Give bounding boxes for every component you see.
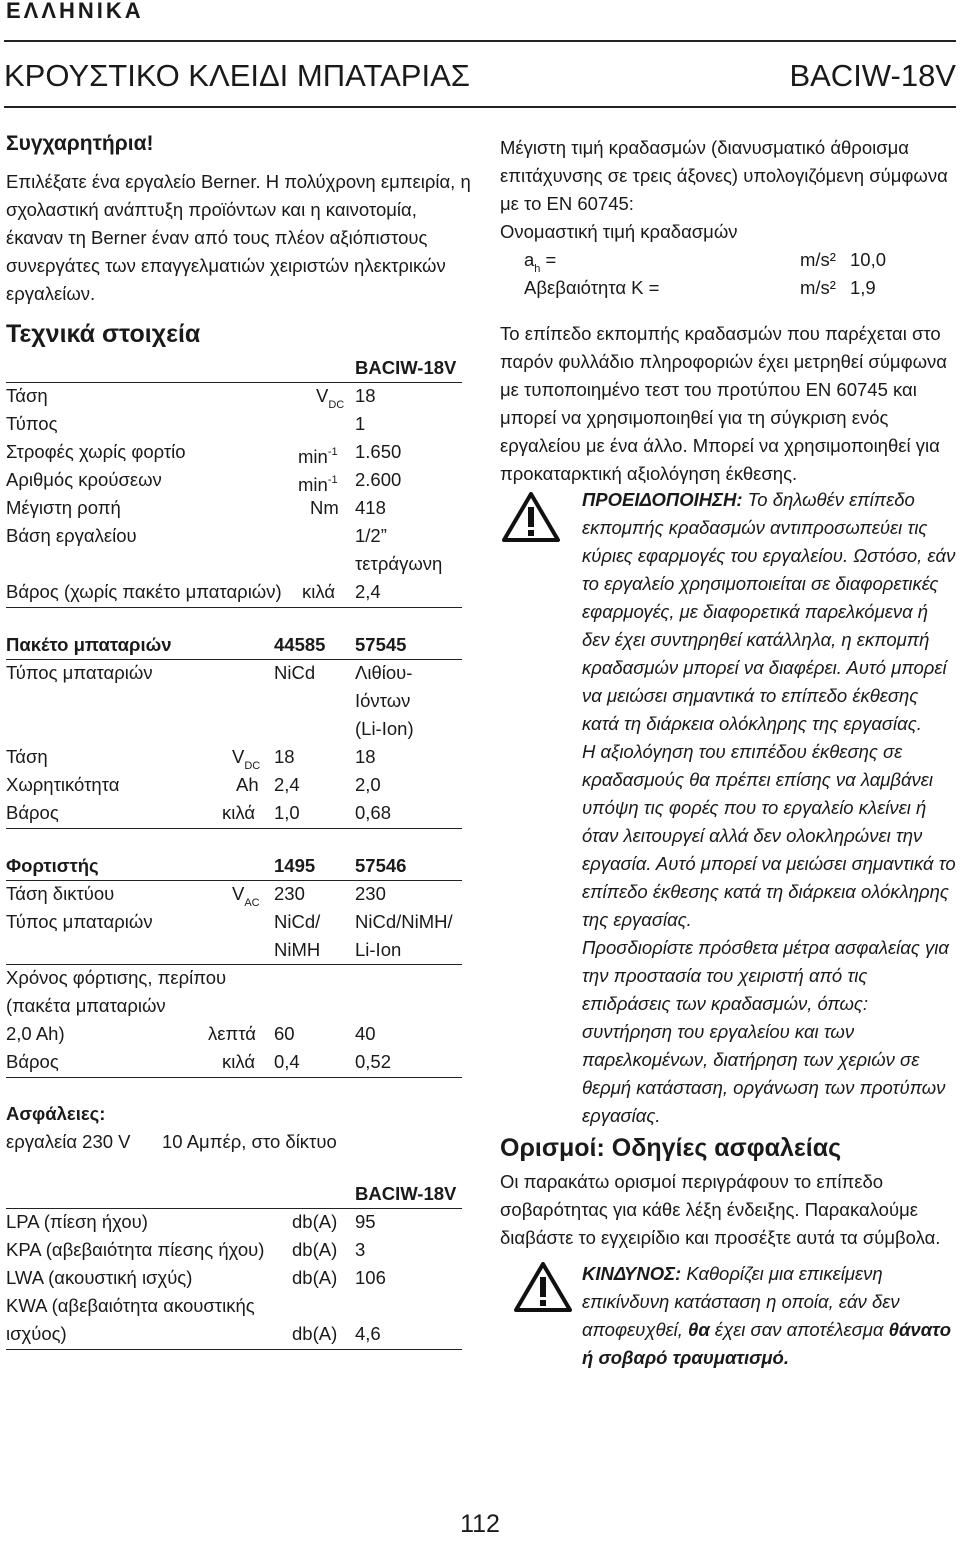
noise-row-lwa xyxy=(6,1264,462,1292)
noise-row-value: 95 xyxy=(355,1211,376,1232)
battery-row-c2: 0,68 xyxy=(355,802,392,823)
tech-row-value: 18 xyxy=(355,385,376,406)
tech-model-header: BACIW-18V xyxy=(355,357,457,378)
charger-row-unit: κιλά xyxy=(222,1051,256,1072)
charger-row-c1: NiMH xyxy=(274,939,321,960)
vibration-ah-row xyxy=(500,246,950,274)
vibration-k-unit: m/s² xyxy=(800,277,836,298)
tech-row-unit: κιλά xyxy=(302,581,336,602)
page-number: 112 xyxy=(460,1510,500,1538)
warning-paragraph-1: ΠΡΟΕΙΔΟΠΟΙΗΣΗ: Το δηλωθέν επίπεδο εκπομπής κραδασμών αντιπροσωπεύει τις κύριες εφαρμογές του εργαλείου. Ωστόσο, εάν το εργαλείο χρησιμοποιείται σε διαφορετικές εφαρμογές, με διαφορετικά παρελκόμενα ή δεν έχει συντηρηθεί κατάλληλα, η εκπομπή κραδασμών μπορεί να διαφέρει. Αυτό μπορεί να μειώσει σημαντικά το επίπεδο έκθεσης κατά τη διάρκεια ολόκληρης της εργασίας. xyxy=(582,489,956,734)
warning-triangle-icon xyxy=(502,492,560,542)
charger-row-label: 2,0 Ah) xyxy=(6,1023,65,1044)
noise-row-unit: db(A) xyxy=(292,1239,338,1260)
noise-header-row xyxy=(6,1180,462,1208)
definitions-text: Οι παρακάτω ορισμοί περιγράφουν το επίπεδο σοβαρότητας για κάθε λέξη ένδειξης. Παρακαλούμε διαβάστε το εγχειρίδιο και προσέξτε αυτά τα σύμβολα. xyxy=(500,1171,941,1248)
tech-row-label: Βάρος (χωρίς πακέτο μπαταριών) xyxy=(6,581,282,602)
battery-row-c1: 2,4 xyxy=(274,774,300,795)
tech-row-type xyxy=(6,410,462,438)
warning-label: ΠΡΟΕΙΔΟΠΟΙΗΣΗ: xyxy=(582,489,743,510)
tech-row-label: Βάση εργαλείου xyxy=(6,525,137,546)
danger-triangle-icon xyxy=(514,1262,572,1312)
noise-row-kpa xyxy=(6,1236,462,1264)
battery-bottom-divider xyxy=(6,828,462,829)
charger-row-c2: NiCd/NiMH/ xyxy=(355,911,453,932)
noise-model-header: BACIW-18V xyxy=(355,1183,457,1204)
charger-row-label: Χρόνος φόρτισης, περίπου xyxy=(6,967,227,988)
vibration-paragraph: Το επίπεδο εκπομπής κραδασμών που παρέχεται στο παρόν φυλλάδιο πληροφοριών έχει μετρηθεί σύμφωνα με τυποποιημένο τεστ του προτύπου EN 60745 και μπορεί να χρησιμοποιηθεί για τη σύγκριση ενός εργαλείου με ένα άλλο. Μπορεί να χρησιμοποιηθεί για προκαταρκτική αξιολόγηση έκθεσης. xyxy=(500,323,947,484)
battery-row-capacity xyxy=(6,771,462,799)
battery-row-c2: Λιθίου- xyxy=(355,662,413,683)
tech-row-unit: $V_{DC}$ xyxy=(316,385,345,411)
charger-row-charge-time-cont xyxy=(6,992,462,1020)
battery-row-label: Χωρητικότητα xyxy=(6,774,120,795)
fuses-heading: Ασφάλειες: xyxy=(6,1103,106,1124)
header-bottom-divider xyxy=(4,106,956,108)
fuses-heading-row xyxy=(6,1100,462,1128)
charger-row-charge-time-values xyxy=(6,1020,462,1048)
tech-row-label: Τύπος xyxy=(6,413,58,434)
tech-row-unit: $\min^{-1}$ xyxy=(298,474,338,495)
fuses-label: εργαλεία 230 V xyxy=(6,1131,131,1152)
noise-row-label: KPA (αβεβαιότητα πίεσης ήχου) xyxy=(6,1239,265,1260)
battery-row-c1: 1,0 xyxy=(274,802,300,823)
tech-row-weight xyxy=(6,578,462,606)
tech-bottom-divider xyxy=(6,607,462,608)
vibration-intro-line: Μέγιστη τιμή κραδασμών (διανυσματικό άθροισμα xyxy=(500,137,910,158)
vibration-intro-line: Ονομαστική τιμή κραδασμών xyxy=(500,221,738,242)
charger-row-type-cont xyxy=(6,936,462,964)
charger-row-c1: 0,4 xyxy=(274,1051,300,1072)
noise-row-kwa-cont xyxy=(6,1320,462,1348)
vibration-intro xyxy=(500,134,950,302)
tech-row-value: 2.600 xyxy=(355,469,402,490)
charger-row-c2: 230 xyxy=(355,883,386,904)
charger-row-c2: Li-Ion xyxy=(355,939,402,960)
battery-row-type-cont xyxy=(6,687,462,715)
battery-row-type-cont xyxy=(6,715,462,743)
charger-row-c1: NiCd/ xyxy=(274,911,321,932)
charger-row-c1: 60 xyxy=(274,1023,295,1044)
vibration-intro-line: με το EN 60745: xyxy=(500,193,634,214)
battery-row-c2: 2,0 xyxy=(355,774,381,795)
noise-row-value: 4,6 xyxy=(355,1323,381,1344)
battery-row-type xyxy=(6,659,462,687)
battery-row-unit: Ah xyxy=(236,774,259,795)
noise-row-lpa xyxy=(6,1208,462,1236)
battery-row-c1: 18 xyxy=(274,746,295,767)
noise-row-unit: db(A) xyxy=(292,1267,338,1288)
noise-row-label: LPA (πίεση ήχου) xyxy=(6,1211,148,1232)
vibration-ah-value: 10,0 xyxy=(850,249,887,270)
header-top-divider xyxy=(4,40,956,42)
tech-header-row xyxy=(6,354,462,382)
charger-row-label: Τύπος μπαταριών xyxy=(6,911,153,932)
tech-row-value: 1.650 xyxy=(355,441,402,462)
noise-row-unit: db(A) xyxy=(292,1323,338,1344)
charger-row-unit: $V_{AC}$ xyxy=(232,883,260,909)
charger-header-row xyxy=(6,852,462,880)
battery-row-label: Τάση xyxy=(6,746,48,767)
noise-row-label: ισχύος) xyxy=(6,1323,67,1344)
congrats-heading: Συγχαρητήρια! xyxy=(6,132,154,155)
tech-specs-table xyxy=(6,354,462,610)
noise-row-kwa xyxy=(6,1292,462,1320)
page-title: ΚΡΟΥΣΤΙΚΟ ΚΛΕΙΔΙ ΜΠΑΤΑΡΙΑΣ xyxy=(4,58,470,93)
tech-row-value: 2,4 xyxy=(355,581,381,602)
noise-row-label: LWA (ακουστική ισχύς) xyxy=(6,1267,193,1288)
battery-row-voltage xyxy=(6,743,462,771)
tech-row-tool-holder xyxy=(6,522,462,550)
vibration-k-label: Αβεβαιότητα K = xyxy=(524,277,660,298)
noise-bottom-divider xyxy=(6,1349,462,1350)
noise-row-label: KWA (αβεβαιότητα ακουστικής xyxy=(6,1295,255,1316)
charger-heading: Φορτιστής xyxy=(6,855,99,876)
battery-header-row xyxy=(6,631,462,659)
tech-row-label: Μέγιστη ροπή xyxy=(6,497,121,518)
battery-row-label: Βάρος xyxy=(6,802,59,823)
tech-row-label: Τάση xyxy=(6,385,48,406)
noise-table xyxy=(6,1180,462,1352)
tech-row-max-torque xyxy=(6,494,462,522)
warning-paragraph-3: Προσδιορίστε πρόσθετα μέτρα ασφαλείας για την προστασία του χειριστή από τις επιδράσεις των κραδασμών, όπως: συντήρηση του εργαλείου και των παρελκομένων, διατήρηση των χεριών σε θερμή κατάσταση, οργάνωση των προτύπων εργασίας. xyxy=(582,937,949,1126)
battery-heading: Πακέτο μπαταριών xyxy=(6,634,172,655)
charger-row-label: Τάση δικτύου xyxy=(6,883,115,904)
charger-col1: 1495 xyxy=(274,855,316,876)
tech-row-value: τετράγωνη xyxy=(355,553,443,574)
noise-row-value: 106 xyxy=(355,1267,386,1288)
charger-table xyxy=(6,852,462,1082)
charger-row-c2: 0,52 xyxy=(355,1051,392,1072)
noise-row-unit: db(A) xyxy=(292,1211,338,1232)
charger-row-type xyxy=(6,908,462,936)
noise-row-value: 3 xyxy=(355,1239,366,1260)
charger-row-mains xyxy=(6,880,462,908)
vibration-ah-unit: m/s² xyxy=(800,249,836,270)
charger-row-c1: 230 xyxy=(274,883,305,904)
battery-row-c2: Ιόντων xyxy=(355,690,411,711)
battery-col2: 57545 xyxy=(355,634,407,655)
tech-row-tool-holder-cont xyxy=(6,550,462,578)
battery-row-unit: κιλά xyxy=(222,802,256,823)
danger-text: ΚΙΝΔΥΝΟΣ: Καθορίζει μια επικείμενη επικίνδυνη κατάσταση η οποία, εάν δεν αποφευχθεί, θα έχει σαν αποτέλεσμα θάνατο ή σοβαρό τραυματισμό. xyxy=(582,1263,952,1368)
battery-row-c2: 18 xyxy=(355,746,376,767)
model-title: BACIW-18V xyxy=(789,58,956,93)
intro-paragraph: Επιλέξατε ένα εργαλείο Berner. Η πολύχρονη εμπειρία, η σχολαστική ανάπτυξη προϊόντων και η καινοτομία, έκαναν τη Berner έναν από τους πλέον αξιόπιστους συνεργάτες των επαγγελματιών χειριστών ηλεκτρικών εργαλείων. xyxy=(6,171,471,304)
vibration-ah-label: $a_h$ = xyxy=(524,249,557,275)
language-label: ΕΛΛΗΝΙΚΑ xyxy=(6,0,144,23)
battery-row-unit: $V_{DC}$ xyxy=(232,746,261,772)
tech-row-value: 1 xyxy=(355,413,366,434)
tech-row-voltage xyxy=(6,382,462,410)
tech-row-value: 418 xyxy=(355,497,386,518)
warning-text xyxy=(582,486,958,1130)
battery-table xyxy=(6,631,462,831)
fuses-value: 10 Αμπέρ, στο δίκτυο xyxy=(162,1131,337,1152)
tech-row-value: 1/2” xyxy=(355,525,387,546)
battery-row-label: Τύπος μπαταριών xyxy=(6,662,153,683)
vibration-k-row xyxy=(500,274,950,302)
definitions-heading: Ορισμοί: Οδηγίες ασφαλείας xyxy=(500,1134,842,1162)
tech-row-label: Αριθμός κρούσεων xyxy=(6,469,162,490)
tech-row-unit: Nm xyxy=(310,497,339,518)
charger-row-weight xyxy=(6,1048,462,1076)
fuses-section xyxy=(6,1100,462,1164)
vibration-k-value: 1,9 xyxy=(850,277,876,298)
tech-row-noload-speed xyxy=(6,438,462,466)
tech-heading: Τεχνικά στοιχεία xyxy=(6,320,201,348)
charger-row-charge-time xyxy=(6,964,462,992)
charger-row-label: (πακέτα μπαταριών xyxy=(6,995,166,1016)
battery-row-weight xyxy=(6,799,462,827)
charger-row-c2: 40 xyxy=(355,1023,376,1044)
charger-row-label: Βάρος xyxy=(6,1051,59,1072)
tech-row-unit: $\min^{-1}$ xyxy=(298,446,338,467)
charger-col2: 57546 xyxy=(355,855,407,876)
vibration-intro-line: επιτάχυνσης σε τρεις άξονες) υπολογιζόμενη σύμφωνα xyxy=(500,165,948,186)
charger-row-unit: λεπτά xyxy=(208,1023,257,1044)
tech-row-impact-rate xyxy=(6,466,462,494)
battery-row-c2: (Li-Ion) xyxy=(355,718,414,739)
battery-row-c1: NiCd xyxy=(274,662,316,683)
fuses-row xyxy=(6,1128,462,1156)
charger-bottom-divider xyxy=(6,1077,462,1078)
warning-paragraph-2: Η αξιολόγηση του επιπέδου έκθεσης σε κραδασμούς θα πρέπει επίσης να λαμβάνει υπόψη τις φορές που το εργαλείο κλείνει ή όταν λειτουργεί αλλά δεν ολοκληρώνει την εργασία. Αυτό μπορεί να μειώσει σημαντικά το επίπεδο έκθεσης κατά τη διάρκεια ολόκληρης της εργασίας. xyxy=(582,741,956,930)
battery-col1: 44585 xyxy=(274,634,326,655)
tech-row-label: Στροφές χωρίς φορτίο xyxy=(6,441,186,462)
danger-label: ΚΙΝΔΥΝΟΣ: xyxy=(582,1263,682,1284)
